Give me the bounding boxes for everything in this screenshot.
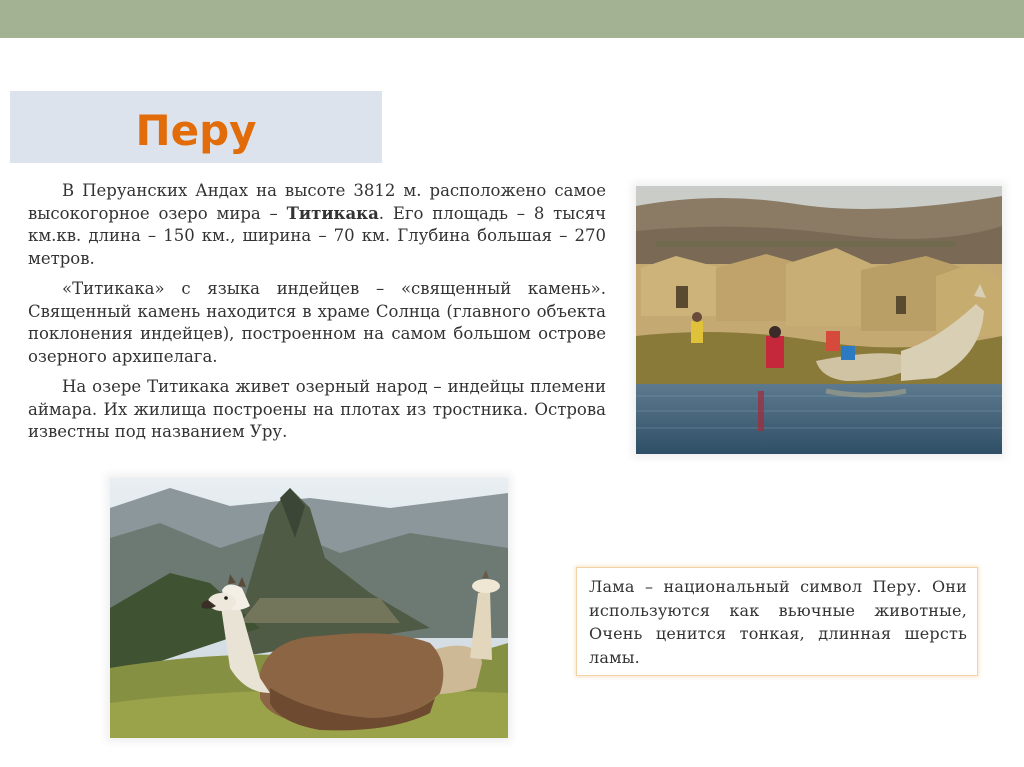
llama-note-box	[576, 567, 978, 676]
paragraph-aymara-people: На озере Титикака живет озерный народ – индейцы племени аймара. Их жилища построены на плотах из тростника. Острова известны под названием Уру.	[28, 377, 606, 441]
paragraph1-part2: . Его площадь – 8 тысяч км.кв. длина – 150 км., ширина – 70 км. Глубина большая – 270 метров.	[28, 203, 606, 268]
body-text	[28, 180, 606, 452]
lake-titicaca-photo	[636, 186, 1002, 454]
paragraph-sacred-stone: «Титикака» с языка индейцев – «священный камень». Священный камень находится в храме Солнца (главного объекта поклонения индейцев), построенном на самом большом острове озерного архипелага.	[28, 279, 606, 366]
llama-illustration	[110, 478, 508, 738]
lake-titicaca-illustration	[636, 186, 1002, 454]
llama-note-text: Лама – национальный символ Перу. Они используются как вьючные животные, Очень ценится тонкая, длинная шерсть ламы.	[589, 577, 967, 667]
paragraph-titicaca-intro	[28, 180, 606, 270]
paragraph1-part1: В Перуанских Андах на высоте 3812 м. расположено самое высокогорное озеро мира –	[28, 181, 606, 223]
slide-title: Перу	[135, 106, 257, 155]
top-accent-bar	[0, 0, 1024, 38]
titicaca-bold: Титикака	[286, 203, 379, 223]
llama-machu-picchu-photo	[110, 478, 508, 738]
title-box	[10, 91, 382, 163]
